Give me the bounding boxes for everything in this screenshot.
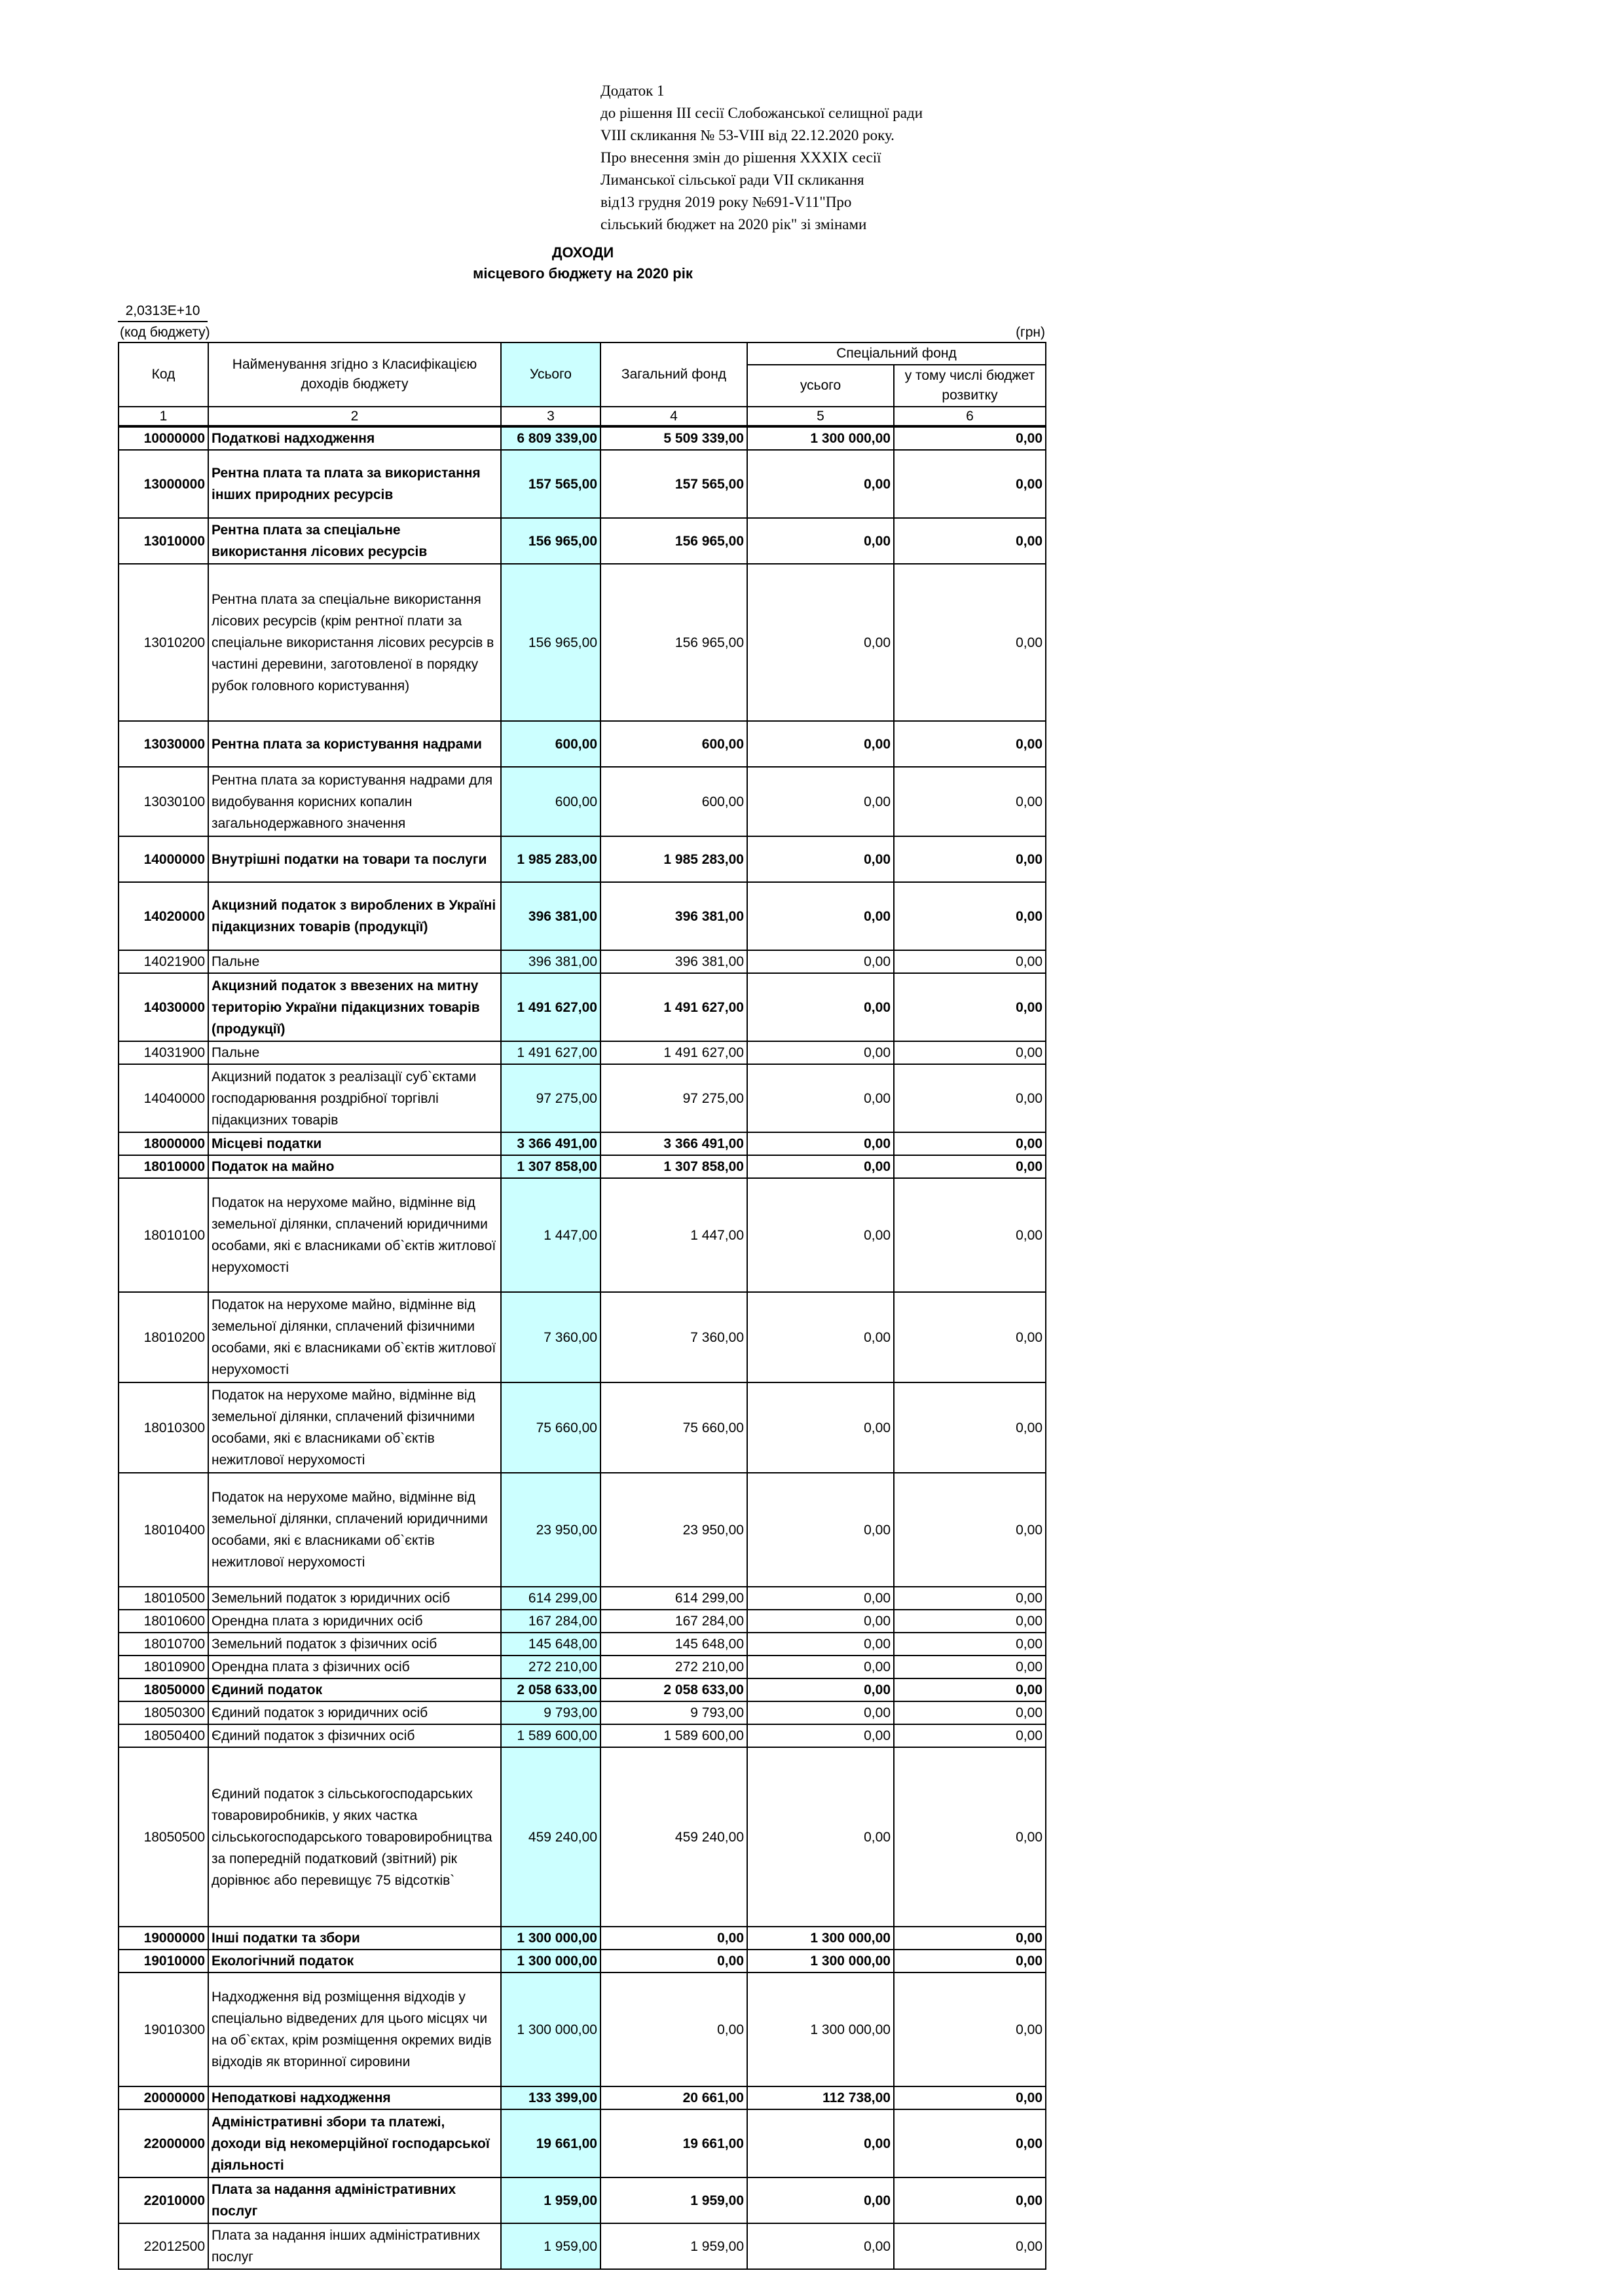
table-row <box>119 1747 1046 1927</box>
row-development-budget: 0,00 <box>894 2177 1046 2223</box>
row-name: Рентна плата за спеціальне використання лісових ресурсів (крім рентної плати за спеціальне використання лісових ресурсів в частині деревини, заготовленої в порядку рубок головного користування) <box>208 564 501 721</box>
income-table <box>118 342 1046 2270</box>
row-code: 18010500 <box>119 1587 208 1610</box>
row-code: 18010700 <box>119 1633 208 1656</box>
row-total: 459 240,00 <box>501 1747 600 1927</box>
currency-unit: (грн) <box>1016 325 1045 340</box>
table-row <box>119 1178 1046 1292</box>
column-number: 2 <box>208 407 501 426</box>
row-total: 3 366 491,00 <box>501 1132 600 1155</box>
row-general-fund: 1 447,00 <box>600 1178 747 1292</box>
row-special-fund: 0,00 <box>747 1041 894 1064</box>
row-general-fund: 600,00 <box>600 721 747 767</box>
row-special-fund: 0,00 <box>747 450 894 518</box>
row-total: 2 058 633,00 <box>501 1678 600 1701</box>
header-note-line: Лиманської сільської ради VІІ скликання <box>600 172 864 188</box>
row-general-fund: 9 793,00 <box>600 1701 747 1724</box>
row-code: 18050500 <box>119 1747 208 1927</box>
row-code: 18050000 <box>119 1678 208 1701</box>
row-general-fund: 0,00 <box>600 1927 747 1950</box>
row-development-budget: 0,00 <box>894 1701 1046 1724</box>
row-name: Єдиний податок з фізичних осіб <box>208 1724 501 1747</box>
row-development-budget: 0,00 <box>894 518 1046 564</box>
row-name: Акцизний податок з вироблених в Україні підакцизних товарів (продукції) <box>208 882 501 950</box>
row-code: 18010000 <box>119 1155 208 1178</box>
row-code: 20000000 <box>119 2086 208 2109</box>
row-development-budget: 0,00 <box>894 426 1046 450</box>
header-note-line: Про внесення змін до рішення ХХХІХ сесії <box>600 149 881 166</box>
table-row <box>119 450 1046 518</box>
row-total: 1 589 600,00 <box>501 1724 600 1747</box>
row-general-fund: 272 210,00 <box>600 1656 747 1678</box>
row-total: 1 491 627,00 <box>501 973 600 1041</box>
row-total: 75 660,00 <box>501 1382 600 1473</box>
row-total: 1 300 000,00 <box>501 1927 600 1950</box>
row-development-budget: 0,00 <box>894 1587 1046 1610</box>
row-general-fund: 1 491 627,00 <box>600 1041 747 1064</box>
row-general-fund: 459 240,00 <box>600 1747 747 1927</box>
row-code: 18010400 <box>119 1473 208 1587</box>
row-development-budget: 0,00 <box>894 2109 1046 2177</box>
row-name: Рентна плата за користування надрами для видобування корисних копалин загальнодержавного значення <box>208 767 501 836</box>
table-row <box>119 882 1046 950</box>
header-note-line: до рішення ІІІ сесії Слобожанської селищної ради <box>600 105 923 121</box>
row-code: 18010200 <box>119 1292 208 1382</box>
row-name: Плата за надання інших адміністративних послуг <box>208 2223 501 2269</box>
row-name: Акцизний податок з ввезених на митну територію України підакцизних товарів (продукції) <box>208 973 501 1041</box>
row-general-fund: 157 565,00 <box>600 450 747 518</box>
header-code: Код <box>119 343 208 407</box>
row-code: 14031900 <box>119 1041 208 1064</box>
row-code: 19010000 <box>119 1950 208 1972</box>
row-code: 18050300 <box>119 1701 208 1724</box>
row-development-budget: 0,00 <box>894 450 1046 518</box>
column-number: 4 <box>600 407 747 426</box>
row-code: 13000000 <box>119 450 208 518</box>
row-development-budget: 0,00 <box>894 1292 1046 1382</box>
row-special-fund: 0,00 <box>747 1678 894 1701</box>
table-row <box>119 1972 1046 2086</box>
row-total: 19 661,00 <box>501 2109 600 2177</box>
row-development-budget: 0,00 <box>894 564 1046 721</box>
row-total: 6 809 339,00 <box>501 426 600 450</box>
header-special-total: усього <box>747 365 894 407</box>
row-code: 18010600 <box>119 1610 208 1633</box>
row-special-fund: 0,00 <box>747 1178 894 1292</box>
row-code: 14020000 <box>119 882 208 950</box>
row-development-budget: 0,00 <box>894 1747 1046 1927</box>
row-development-budget: 0,00 <box>894 1382 1046 1473</box>
header-development-budget: у тому числі бюджет розвитку <box>894 365 1046 407</box>
row-development-budget: 0,00 <box>894 721 1046 767</box>
row-name: Надходження від розміщення відходів у спеціально відведених для цього місцях чи на об`єктах, крім розміщення окремих видів відходів як вторинної сировини <box>208 1972 501 2086</box>
table-row <box>119 1041 1046 1064</box>
table-row <box>119 1724 1046 1747</box>
row-code: 14021900 <box>119 950 208 973</box>
row-general-fund: 7 360,00 <box>600 1292 747 1382</box>
row-general-fund: 1 307 858,00 <box>600 1155 747 1178</box>
row-general-fund: 396 381,00 <box>600 950 747 973</box>
row-name: Пальне <box>208 1041 501 1064</box>
budget-code-value: 2,0313E+10 <box>118 301 208 322</box>
row-name: Єдиний податок з сільськогосподарських товаровиробників, у яких частка сільськогосподарського товаровиробництва за попередній податковий (звітний) рік дорівнює або перевищує 75 відсотків` <box>208 1747 501 1927</box>
row-name: Рентна плата за спеціальне використання лісових ресурсів <box>208 518 501 564</box>
row-name: Екологічний податок <box>208 1950 501 1972</box>
table-row <box>119 950 1046 973</box>
row-development-budget: 0,00 <box>894 1064 1046 1132</box>
row-total: 1 447,00 <box>501 1178 600 1292</box>
row-development-budget: 0,00 <box>894 973 1046 1041</box>
row-special-fund: 0,00 <box>747 836 894 882</box>
row-code: 10000000 <box>119 426 208 450</box>
row-special-fund: 0,00 <box>747 1155 894 1178</box>
row-special-fund: 0,00 <box>747 1292 894 1382</box>
row-code: 14030000 <box>119 973 208 1041</box>
row-total: 396 381,00 <box>501 882 600 950</box>
row-code: 18010300 <box>119 1382 208 1473</box>
row-general-fund: 2 058 633,00 <box>600 1678 747 1701</box>
row-special-fund: 1 300 000,00 <box>747 1927 894 1950</box>
table-row <box>119 426 1046 450</box>
row-special-fund: 0,00 <box>747 1724 894 1747</box>
row-general-fund: 0,00 <box>600 1950 747 1972</box>
table-row <box>119 1701 1046 1724</box>
row-name: Податок на нерухоме майно, відмінне від земельної ділянки, сплачений фізичними особами, які є власниками об`єктів нежитлової нерухомості <box>208 1382 501 1473</box>
row-name: Орендна плата з юридичних осіб <box>208 1610 501 1633</box>
row-total: 272 210,00 <box>501 1656 600 1678</box>
header-note-line: від13 грудня 2019 року №691-V11"Про <box>600 194 852 210</box>
row-development-budget: 0,00 <box>894 950 1046 973</box>
row-code: 14040000 <box>119 1064 208 1132</box>
row-name: Рентна плата та плата за використання інших природних ресурсів <box>208 450 501 518</box>
row-code: 22010000 <box>119 2177 208 2223</box>
row-development-budget: 0,00 <box>894 1950 1046 1972</box>
row-development-budget: 0,00 <box>894 1155 1046 1178</box>
row-code: 14000000 <box>119 836 208 882</box>
row-development-budget: 0,00 <box>894 1927 1046 1950</box>
row-code: 19010300 <box>119 1972 208 2086</box>
column-number: 6 <box>894 407 1046 426</box>
column-number: 5 <box>747 407 894 426</box>
row-general-fund: 3 366 491,00 <box>600 1132 747 1155</box>
row-total: 396 381,00 <box>501 950 600 973</box>
row-special-fund: 1 300 000,00 <box>747 1972 894 2086</box>
table-row <box>119 1678 1046 1701</box>
row-special-fund: 0,00 <box>747 950 894 973</box>
table-row <box>119 721 1046 767</box>
row-development-budget: 0,00 <box>894 1724 1046 1747</box>
row-general-fund: 167 284,00 <box>600 1610 747 1633</box>
row-name: Пальне <box>208 950 501 973</box>
table-row <box>119 1064 1046 1132</box>
row-name: Внутрішні податки на товари та послуги <box>208 836 501 882</box>
row-general-fund: 156 965,00 <box>600 564 747 721</box>
row-code: 18010100 <box>119 1178 208 1292</box>
title-line-1: ДОХОДИ <box>551 244 614 261</box>
row-development-budget: 0,00 <box>894 1473 1046 1587</box>
column-number: 3 <box>501 407 600 426</box>
row-special-fund: 0,00 <box>747 564 894 721</box>
row-name: Єдиний податок <box>208 1678 501 1701</box>
table-row <box>119 1587 1046 1610</box>
table-row <box>119 1633 1046 1656</box>
table-row <box>119 1927 1046 1950</box>
row-general-fund: 1 589 600,00 <box>600 1724 747 1747</box>
row-total: 23 950,00 <box>501 1473 600 1587</box>
table-row <box>119 1132 1046 1155</box>
row-development-budget: 0,00 <box>894 1972 1046 2086</box>
row-general-fund: 145 648,00 <box>600 1633 747 1656</box>
row-total: 156 965,00 <box>501 518 600 564</box>
row-total: 600,00 <box>501 767 600 836</box>
column-number-row <box>119 407 1046 426</box>
row-special-fund: 1 300 000,00 <box>747 1950 894 1972</box>
header-total: Усього <box>501 343 600 407</box>
row-special-fund: 0,00 <box>747 1473 894 1587</box>
row-total: 9 793,00 <box>501 1701 600 1724</box>
row-general-fund: 19 661,00 <box>600 2109 747 2177</box>
row-total: 1 985 283,00 <box>501 836 600 882</box>
table-row <box>119 1950 1046 1972</box>
row-code: 13010000 <box>119 518 208 564</box>
table-row <box>119 2177 1046 2223</box>
row-general-fund: 1 959,00 <box>600 2177 747 2223</box>
table-row <box>119 2109 1046 2177</box>
row-special-fund: 0,00 <box>747 1656 894 1678</box>
row-special-fund: 0,00 <box>747 721 894 767</box>
row-development-budget: 0,00 <box>894 836 1046 882</box>
row-development-budget: 0,00 <box>894 1132 1046 1155</box>
row-total: 167 284,00 <box>501 1610 600 1633</box>
table-row <box>119 1656 1046 1678</box>
row-name: Податок на нерухоме майно, відмінне від земельної ділянки, сплачений юридичними особами, які є власниками об`єктів нежитлової нерухомості <box>208 1473 501 1587</box>
row-total: 1 307 858,00 <box>501 1155 600 1178</box>
row-special-fund: 0,00 <box>747 1587 894 1610</box>
row-special-fund: 0,00 <box>747 1382 894 1473</box>
row-name: Єдиний податок з юридичних осіб <box>208 1701 501 1724</box>
row-special-fund: 0,00 <box>747 1633 894 1656</box>
row-name: Земельний податок з фізичних осіб <box>208 1633 501 1656</box>
row-general-fund: 600,00 <box>600 767 747 836</box>
row-general-fund: 1 491 627,00 <box>600 973 747 1041</box>
row-total: 1 959,00 <box>501 2177 600 2223</box>
table-row <box>119 767 1046 836</box>
row-special-fund: 0,00 <box>747 2177 894 2223</box>
row-total: 133 399,00 <box>501 2086 600 2109</box>
row-development-budget: 0,00 <box>894 1678 1046 1701</box>
row-code: 13030000 <box>119 721 208 767</box>
row-name: Плата за надання адміністративних послуг <box>208 2177 501 2223</box>
row-general-fund: 156 965,00 <box>600 518 747 564</box>
title-line-2: місцевого бюджету на 2020 рік <box>473 265 693 282</box>
row-name: Інші податки та збори <box>208 1927 501 1950</box>
row-name: Орендна плата з фізичних осіб <box>208 1656 501 1678</box>
row-code: 18000000 <box>119 1132 208 1155</box>
row-general-fund: 1 959,00 <box>600 2223 747 2269</box>
row-special-fund: 0,00 <box>747 518 894 564</box>
row-code: 18050400 <box>119 1724 208 1747</box>
row-code: 18010900 <box>119 1656 208 1678</box>
row-development-budget: 0,00 <box>894 767 1046 836</box>
row-general-fund: 75 660,00 <box>600 1382 747 1473</box>
row-total: 1 300 000,00 <box>501 1972 600 2086</box>
row-total: 97 275,00 <box>501 1064 600 1132</box>
table-row <box>119 1610 1046 1633</box>
header-note-line: сільський бюджет на 2020 рік" зі змінами <box>600 216 867 232</box>
row-development-budget: 0,00 <box>894 1656 1046 1678</box>
table-row <box>119 1155 1046 1178</box>
row-total: 145 648,00 <box>501 1633 600 1656</box>
row-special-fund: 0,00 <box>747 1701 894 1724</box>
table-row <box>119 564 1046 721</box>
row-development-budget: 0,00 <box>894 882 1046 950</box>
header-name: Найменування згідно з Класифікацією доходів бюджету <box>208 343 501 407</box>
column-number: 1 <box>119 407 208 426</box>
row-special-fund: 0,00 <box>747 1747 894 1927</box>
table-row <box>119 1292 1046 1382</box>
row-special-fund: 0,00 <box>747 1610 894 1633</box>
row-general-fund: 23 950,00 <box>600 1473 747 1587</box>
table-row <box>119 973 1046 1041</box>
row-special-fund: 0,00 <box>747 2223 894 2269</box>
row-name: Місцеві податки <box>208 1132 501 1155</box>
header-note <box>600 80 923 236</box>
row-name: Неподаткові надходження <box>208 2086 501 2109</box>
row-development-budget: 0,00 <box>894 1178 1046 1292</box>
row-total: 614 299,00 <box>501 1587 600 1610</box>
row-name: Податок на нерухоме майно, відмінне від земельної ділянки, сплачений фізичними особами, які є власниками об`єктів житлової нерухомості <box>208 1292 501 1382</box>
row-special-fund: 112 738,00 <box>747 2086 894 2109</box>
row-total: 1 300 000,00 <box>501 1950 600 1972</box>
row-name: Податок на майно <box>208 1155 501 1178</box>
table-row <box>119 2223 1046 2269</box>
row-code: 22000000 <box>119 2109 208 2177</box>
row-special-fund: 0,00 <box>747 1064 894 1132</box>
row-general-fund: 20 661,00 <box>600 2086 747 2109</box>
row-special-fund: 0,00 <box>747 767 894 836</box>
table-row <box>119 2086 1046 2109</box>
row-special-fund: 0,00 <box>747 2109 894 2177</box>
row-total: 1 491 627,00 <box>501 1041 600 1064</box>
row-development-budget: 0,00 <box>894 1633 1046 1656</box>
row-name: Адміністративні збори та платежі, доходи від некомерційної господарської діяльності <box>208 2109 501 2177</box>
budget-code-caption: (код бюджету) <box>120 325 210 340</box>
row-special-fund: 1 300 000,00 <box>747 426 894 450</box>
row-special-fund: 0,00 <box>747 1132 894 1155</box>
row-total: 7 360,00 <box>501 1292 600 1382</box>
row-code: 19000000 <box>119 1927 208 1950</box>
row-name: Податок на нерухоме майно, відмінне від земельної ділянки, сплачений юридичними особами, які є власниками об`єктів житлової нерухомості <box>208 1178 501 1292</box>
table-row <box>119 836 1046 882</box>
table-row <box>119 518 1046 564</box>
row-development-budget: 0,00 <box>894 2086 1046 2109</box>
row-general-fund: 0,00 <box>600 1972 747 2086</box>
row-total: 1 959,00 <box>501 2223 600 2269</box>
table-row <box>119 1473 1046 1587</box>
row-general-fund: 1 985 283,00 <box>600 836 747 882</box>
row-general-fund: 97 275,00 <box>600 1064 747 1132</box>
row-general-fund: 396 381,00 <box>600 882 747 950</box>
row-name: Податкові надходження <box>208 426 501 450</box>
header-special-fund: Спеціальний фонд <box>747 343 1046 365</box>
row-code: 22012500 <box>119 2223 208 2269</box>
row-code: 13010200 <box>119 564 208 721</box>
row-general-fund: 5 509 339,00 <box>600 426 747 450</box>
row-code: 13030100 <box>119 767 208 836</box>
row-development-budget: 0,00 <box>894 1041 1046 1064</box>
row-special-fund: 0,00 <box>747 882 894 950</box>
row-general-fund: 614 299,00 <box>600 1587 747 1610</box>
document-title <box>118 242 1048 284</box>
row-total: 156 965,00 <box>501 564 600 721</box>
row-name: Земельний податок з юридичних осіб <box>208 1587 501 1610</box>
table-row <box>119 1382 1046 1473</box>
row-development-budget: 0,00 <box>894 1610 1046 1633</box>
header-general-fund: Загальний фонд <box>600 343 747 407</box>
row-special-fund: 0,00 <box>747 973 894 1041</box>
row-name: Акцизний податок з реалізації суб`єктами господарювання роздрібної торгівлі підакцизних товарів <box>208 1064 501 1132</box>
row-name: Рентна плата за користування надрами <box>208 721 501 767</box>
header-note-line: Додаток 1 <box>600 83 665 99</box>
row-total: 157 565,00 <box>501 450 600 518</box>
header-note-line: VIII скликання № 53-VIII від 22.12.2020 року. <box>600 127 895 143</box>
row-development-budget: 0,00 <box>894 2223 1046 2269</box>
row-total: 600,00 <box>501 721 600 767</box>
